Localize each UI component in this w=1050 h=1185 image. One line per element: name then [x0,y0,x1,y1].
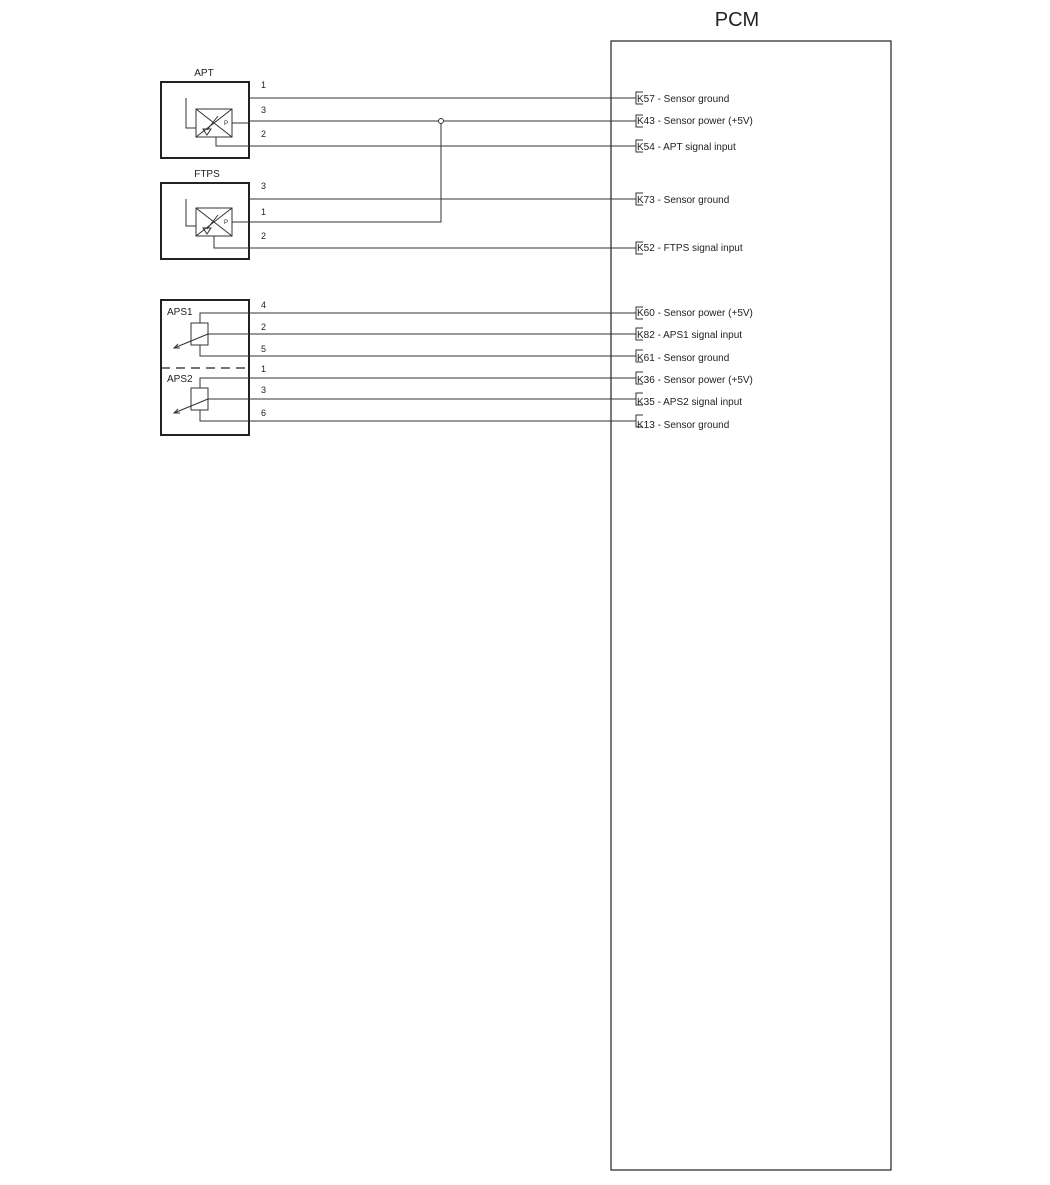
apt-symbol-letter: P [224,121,229,127]
ftps-pin-3: 3 [261,181,267,191]
apt-label: APT [194,68,214,79]
aps2-pin-3: 3 [261,385,267,395]
aps2-pin-6: 6 [261,408,267,418]
ftps-pin-1: 1 [261,207,267,217]
apt-pin-2: 2 [261,129,267,139]
ftps-pin-2: 2 [261,231,267,241]
aps1-pin-5: 5 [261,344,267,354]
pcm-terminal [636,307,753,319]
pcm-terminal [636,242,743,254]
terminal-label: K35 - APS2 signal input [637,397,743,408]
terminal-label: K57 - Sensor ground [637,94,730,105]
aps-box [161,300,249,435]
aps1-label: APS1 [167,307,193,318]
pcm-terminal [636,350,729,364]
apt-pin-1: 1 [261,80,267,90]
terminal-label: K61 - Sensor ground [637,353,730,364]
ftps-symbol-letter: P [224,220,229,226]
pcm-terminal [636,140,736,153]
pcm-terminal [636,92,729,105]
aps2-label: APS2 [167,374,193,385]
pcm-terminal [636,328,742,341]
terminal-label: K82 - APS1 signal input [637,330,743,341]
terminal-label: K60 - Sensor power (+5V) [637,308,753,319]
wire-ftps-pin1-splice [249,121,441,222]
terminal-label: K73 - Sensor ground [637,195,730,206]
apt-pin-3: 3 [261,105,267,115]
terminal-label: K52 - FTPS signal input [637,243,743,254]
pcm-title: PCM [714,9,760,31]
terminal-label: K43 - Sensor power (+5V) [637,116,753,127]
terminal-label: K13 - Sensor ground [637,420,730,431]
terminal-label: K36 - Sensor power (+5V) [637,375,753,386]
aps2-pin-1: 1 [261,364,267,374]
pcm-terminal [636,372,753,386]
aps1-pin-4: 4 [261,300,267,310]
aps1-pin-2: 2 [261,322,267,332]
pcm-terminal [636,193,729,206]
pcm-terminal [636,115,753,127]
apt-box [161,82,249,158]
pcm-box [611,41,891,1170]
ftps-label: FTPS [194,169,220,180]
splice-dot [439,119,444,124]
terminal-label: K54 - APT signal input [637,142,736,153]
